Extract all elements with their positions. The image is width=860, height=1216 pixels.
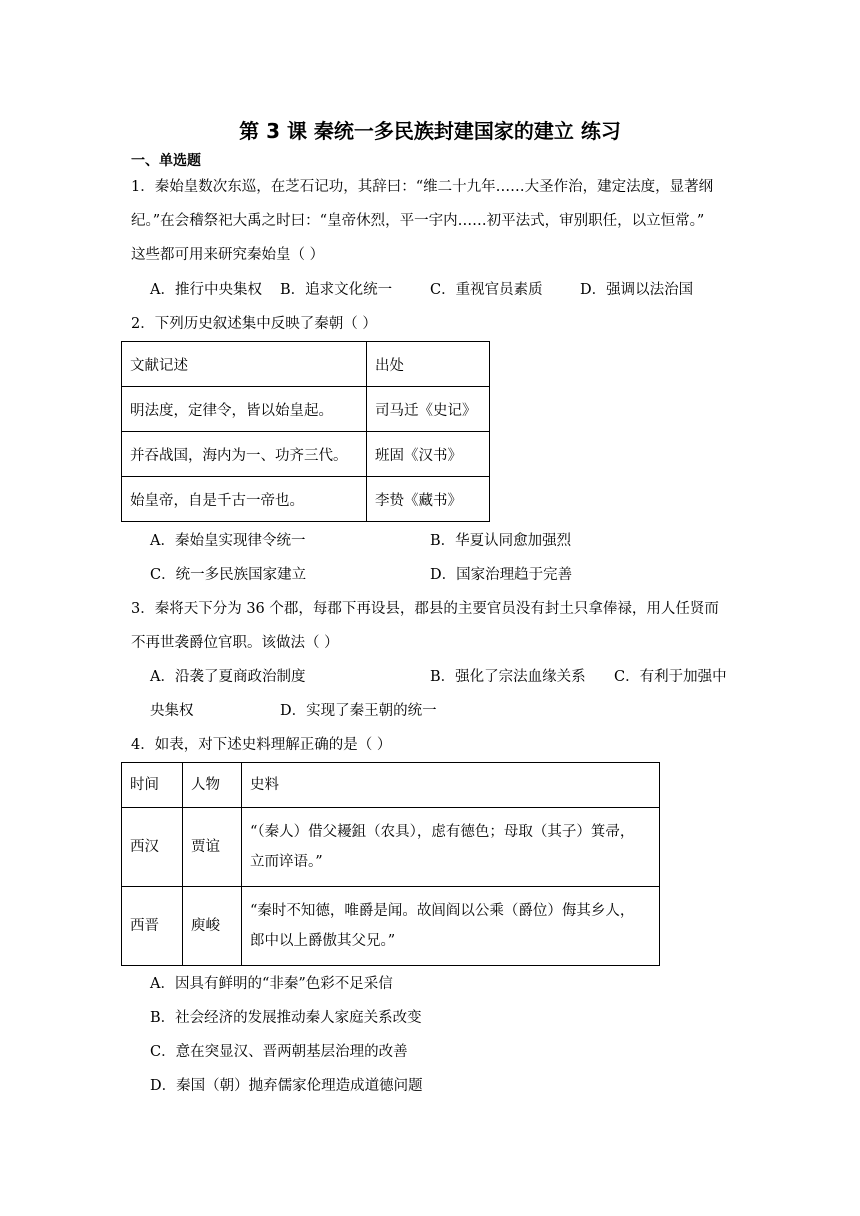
- source-line: 郎中以上爵傲其父兄。”: [250, 933, 396, 949]
- table-cell-source: [242, 808, 660, 887]
- q4-stem: 4．如表，对下述史料理解正确的是（ ）: [131, 737, 392, 753]
- table-row: [122, 477, 490, 522]
- q4-table: [121, 762, 660, 966]
- q2-option-d[interactable]: D．国家治理趋于完善: [430, 567, 573, 583]
- q3-stem-line2: 不再世袭爵位官职。该做法（ ）: [131, 635, 339, 651]
- table-header-row: [122, 342, 490, 387]
- table-cell: 并吞战国，海内为一、功齐三代。: [122, 432, 367, 477]
- q1-option-d[interactable]: D．强调以法治国: [580, 282, 694, 298]
- q2-option-b[interactable]: B．华夏认同愈加强烈: [430, 533, 572, 549]
- table-header-cell: 人物: [183, 763, 242, 808]
- table-cell: 司马迁《史记》: [367, 387, 490, 432]
- q4-option-c[interactable]: C．意在突显汉、晋两朝基层治理的改善: [150, 1044, 408, 1060]
- q1-option-b[interactable]: B．追求文化统一: [280, 282, 393, 298]
- q2-stem: 2．下列历史叙述集中反映了秦朝（ ）: [131, 316, 377, 332]
- source-line: “秦时不知德，唯爵是闻。故闾阎以公乘（爵位）侮其乡人，: [250, 903, 635, 919]
- table-cell-time: 西晋: [122, 887, 183, 966]
- q1-option-c[interactable]: C．重视官员素质: [430, 282, 543, 298]
- q3-option-d[interactable]: D．实现了秦王朝的统一: [280, 703, 437, 719]
- table-header-cell: 史料: [242, 763, 660, 808]
- source-line: “（秦人）借父耰鉏（农具），虑有德色；母取（其子）箕帚，: [250, 824, 635, 840]
- table-header-row: [122, 763, 660, 808]
- q1-stem-line1: 1．秦始皇数次东巡，在芝石记功，其辞曰：“维二十九年……大圣作治，建定法度，显著纲: [131, 179, 714, 195]
- table-cell: 始皇帝，自是千古一帝也。: [122, 477, 367, 522]
- table-cell: 明法度，定律令，皆以始皇起。: [122, 387, 367, 432]
- q2-option-c[interactable]: C．统一多民族国家建立: [150, 567, 307, 583]
- q4-option-d[interactable]: D．秦国（朝）抛弃儒家伦理造成道德问题: [150, 1078, 423, 1094]
- q2-table: [121, 341, 490, 522]
- table-cell: 李贽《藏书》: [367, 477, 490, 522]
- table-cell-time: 西汉: [122, 808, 183, 887]
- q2-option-a[interactable]: A．秦始皇实现律令统一: [150, 533, 306, 549]
- section-heading: 一、单选题: [131, 153, 201, 169]
- q3-option-a[interactable]: A．沿袭了夏商政治制度: [150, 669, 306, 685]
- q4-option-b[interactable]: B．社会经济的发展推动秦人家庭关系改变: [150, 1010, 422, 1026]
- q3-stem-line1: 3．秦将天下分为 36 个郡，每郡下再设县，郡县的主要官员没有封土只拿俸禄，用人任贤而: [131, 601, 719, 617]
- table-row: [122, 887, 660, 966]
- table-cell-person: 庾峻: [183, 887, 242, 966]
- q1-stem-line3: 这些都可用来研究秦始皇（ ）: [131, 247, 325, 263]
- source-line: 立而谇语。”: [250, 854, 323, 870]
- q1-stem-line2: 纪。”在会稽祭祀大禹之时曰：“皇帝休烈，平一宇内……初平法式，审别职任，以立恒常。”: [131, 213, 705, 229]
- table-header-cell: 文献记述: [122, 342, 367, 387]
- table-row: [122, 432, 490, 477]
- table-cell-person: 贾谊: [183, 808, 242, 887]
- table-row: [122, 387, 490, 432]
- q4-option-a[interactable]: A．因具有鲜明的“非秦”色彩不足采信: [150, 976, 393, 992]
- table-header-cell: 出处: [367, 342, 490, 387]
- table-header-cell: 时间: [122, 763, 183, 808]
- table-cell-source: [242, 887, 660, 966]
- q3-option-b[interactable]: B．强化了宗法血缘关系: [430, 669, 586, 685]
- table-cell: 班固《汉书》: [367, 432, 490, 477]
- page-title: 第 3 课 秦统一多民族封建国家的建立 练习: [239, 119, 621, 143]
- table-row: [122, 808, 660, 887]
- q3-option-c-part2[interactable]: 央集权: [150, 703, 194, 719]
- q3-option-c-part1[interactable]: C．有利于加强中: [614, 669, 727, 685]
- q1-option-a[interactable]: A．推行中央集权: [150, 282, 262, 298]
